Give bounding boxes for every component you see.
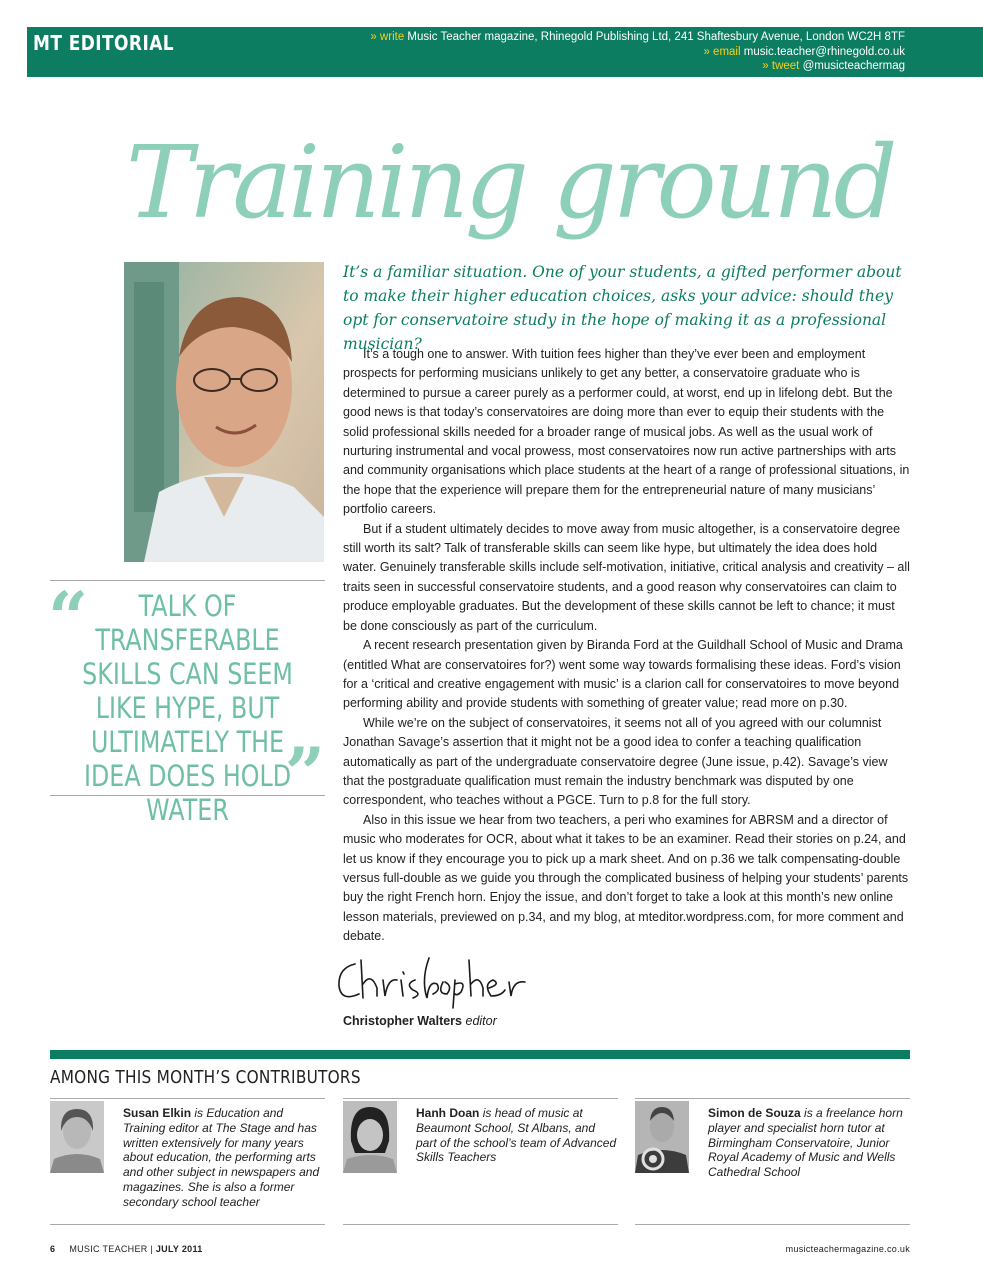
write-address: Music Teacher magazine, Rhinegold Publishing Ltd, 241 Shaftesbury Avenue, London WC2H 8TF — [407, 31, 905, 43]
contributor-description: is a freelance horn player and specialist horn tutor at Birmingham Conservatoire, Junior Royal Academy of Music and Wells Cathedral School — [708, 1106, 903, 1180]
body-paragraph: Also in this issue we hear from two teachers, a peri who examines for ABRSM and a director of music who moderates for OCR, about what it takes to be an examiner. Read their stories on p.24, and let us know if they encourage you to pick up a mark sheet. And on p.36 we talk compensating-double versus full-double as we guide you through the complicated business of helping your students’ parents buy the right French horn. Enjoy the issue, and don’t forget to take a look at this month’s new online lesson materials, previewed on p.34, and my blog, at mteditor.wordpress.com, for more comment and debate. — [343, 812, 909, 944]
close-quote-mark: ” — [284, 732, 325, 815]
open-quote-mark: “ — [48, 576, 89, 659]
tweet-line — [370, 59, 905, 74]
article-body — [343, 345, 910, 947]
write-key: » write — [370, 31, 405, 43]
footer-website[interactable]: musicteachermagazine.co.uk — [785, 1244, 910, 1254]
contributor-description: is Education and Training editor at The Stage and has written extensively for many years about education, the performing arts and other subject in newspapers and magazines. She is also a former secondary school teacher — [123, 1106, 320, 1209]
tweet-key: » tweet — [762, 60, 800, 72]
article-title: Training ground — [126, 124, 894, 241]
contributor-card — [50, 1098, 325, 1225]
email-key: » email — [703, 45, 741, 58]
contributor-bio — [123, 1106, 325, 1210]
contributor-bio — [416, 1106, 618, 1165]
section-label: MT EDITORIAL — [33, 31, 175, 55]
contributor-photo — [50, 1101, 104, 1173]
publication-name: MUSIC TEACHER — [69, 1244, 148, 1254]
contributor-photo — [635, 1101, 689, 1173]
body-paragraph: A recent research presentation given by Biranda Ford at the Guildhall School of Music and Drama (entitled What are conservatoires for?) went some way towards formalising these ideas. Ford’s vision for a ‘critical and creative engagement with music’ is a clarion call for conservatoires to move beyond performing ability and provide students with something of greater value; read more on p.30. — [343, 638, 903, 711]
footer-separator: | — [150, 1244, 154, 1254]
contributor-description: is head of music at Beaumont School, St Albans, and part of the school’s team of Advanced Skills Teachers — [416, 1106, 617, 1165]
contributor-name: Hanh Doan — [416, 1106, 480, 1120]
email-address[interactable]: music.teacher@rhinegold.co.uk — [743, 45, 905, 58]
pull-quote — [48, 576, 325, 827]
editor-signature — [333, 950, 533, 1015]
body-paragraph: While we’re on the subject of conservatoires, it seems not all of you agreed with our columnist Jonathan Savage’s assertion that it might not be a good idea to confer a teaching qualification automatically as part of the undergraduate conservatoire degree (June issue, p.42). Savage’s view that the postgraduate qualification must remain the industry benchmark was disputed by one correspondent, who teaches without a PGCE. Turn to p.8 for the full story. — [343, 715, 888, 808]
contributor-bio — [708, 1106, 910, 1180]
contributor-photo — [343, 1101, 397, 1173]
pull-quote-text: TALK OF TRANSFERABLE SKILLS CAN SEEM LIKE HYPE, BUT ULTIMATELY THE IDEA DOES HOLD WATER — [82, 589, 293, 827]
footer-left — [50, 1244, 203, 1254]
twitter-handle[interactable]: @musicteachermag — [802, 60, 905, 72]
intro-standfirst: It’s a familiar situation. One of your students, a gifted performer about to make their higher education choices, asks your advice: should they opt for conservatoire study in the hope of making it as a professional musician? — [343, 263, 902, 353]
editor-credit — [343, 1014, 497, 1028]
contributor-name: Susan Elkin — [123, 1106, 192, 1120]
body-paragraph: It’s a tough one to answer. With tuition fees higher than they’ve ever been and employment prospects for performing musicians unlikely to get any better, a conservatoire graduate who is determined to pursue a career purely as a performer could, at worst, end up in lifelong debt. But the good news is that today’s conservatoires are doing more than ever to equip their students with the solid professional skills needed for a broader range of musical jobs. As well as the usual work of nurturing instrumental and vocal prowess, most conservatoires now run active partnerships with arts and community organisations which place students at the heart of a range of professional situations, in the hope that the experience will prepare them for the entrepreneurial nature of many musicians’ portfolio careers. — [343, 347, 910, 517]
contact-details — [370, 30, 905, 74]
contributor-card — [343, 1098, 618, 1225]
section-divider — [50, 1050, 910, 1059]
header-bar — [27, 27, 983, 77]
contributors-heading: AMONG THIS MONTH’S CONTRIBUTORS — [50, 1067, 361, 1088]
editor-role: editor — [465, 1014, 497, 1028]
contributor-name: Simon de Souza — [708, 1106, 801, 1120]
email-line — [370, 45, 905, 60]
body-paragraph: But if a student ultimately decides to move away from music altogether, is a conservatoire degree still worth its salt? Talk of transferable skills can seem like hype, but ultimately the idea does hold water. Genuinely transferable skills include self-motivation, initiative, critical analysis and creativity – all traits seen in successful conservatoire students, and a good reason why conservatoires can claim to produce employable graduates. But the development of these skills cannot be left to chance; it must be done consciously as part of the curriculum. — [343, 521, 910, 633]
page-number: 6 — [50, 1244, 56, 1254]
editor-photo — [124, 262, 324, 562]
editor-name: Christopher Walters — [343, 1014, 463, 1028]
issue-date: JULY 2011 — [155, 1244, 203, 1254]
write-line — [370, 30, 905, 45]
contributor-card — [635, 1098, 910, 1225]
